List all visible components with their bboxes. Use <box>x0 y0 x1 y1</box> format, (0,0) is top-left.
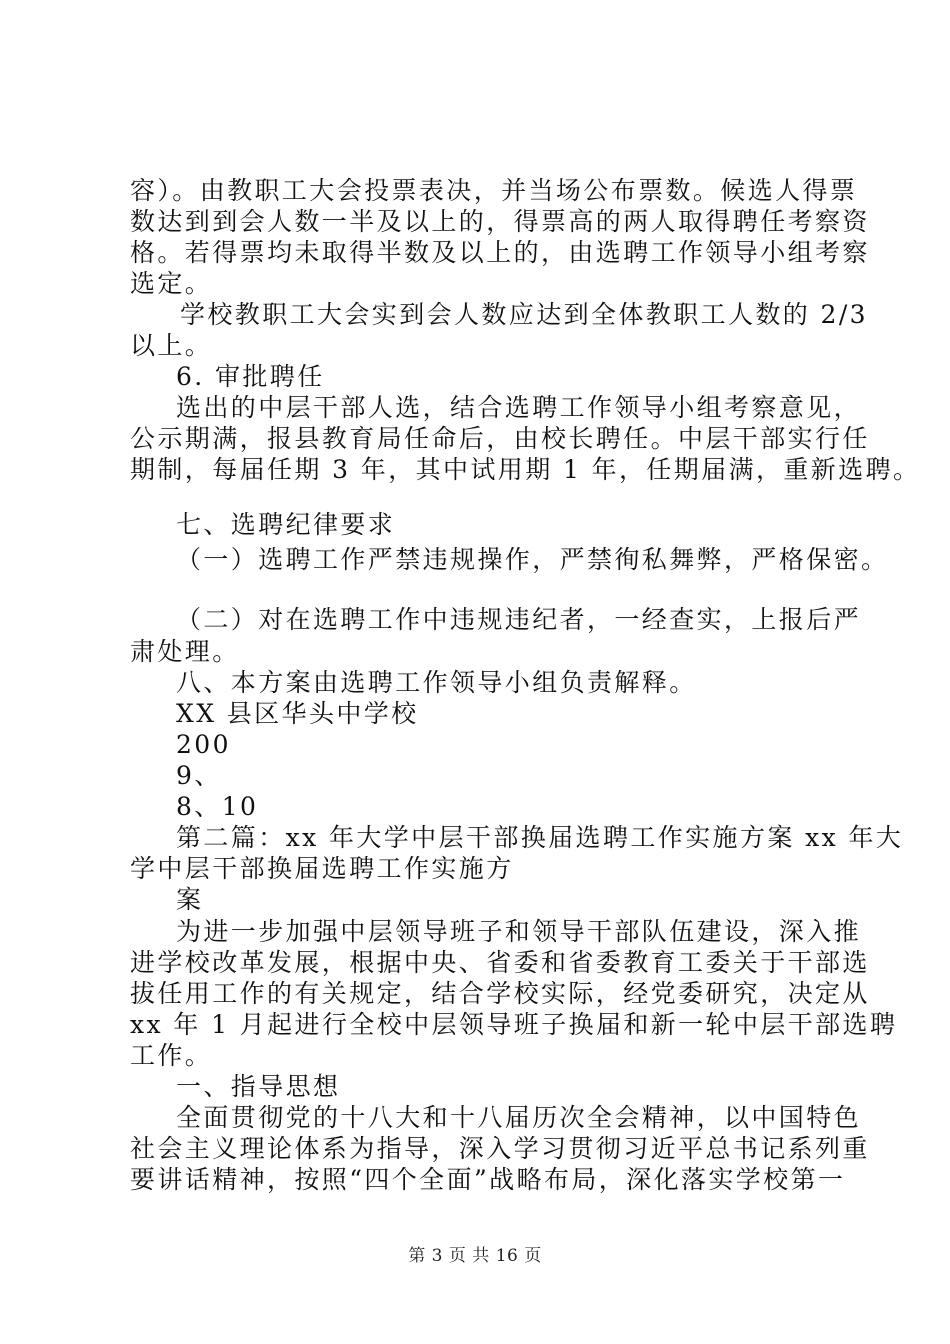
text-line: （二）对在选聘工作中违规违纪者，一经查实，上报后严 <box>176 605 862 634</box>
text-line: 肃处理。 <box>130 637 240 666</box>
section-heading: 八、本方案由选聘工作领导小组负责解释。 <box>176 668 697 697</box>
section-heading: 6. 审批聘任 <box>176 362 325 391</box>
text-line: xx 年 1 月起进行全校中层领导班子换届和新一轮中层干部选聘 <box>130 1010 898 1039</box>
chapter-title: 第二篇：xx 年大学中层干部换届选聘工作实施方案 xx 年大 <box>176 823 904 852</box>
text-line: 容）。由教职工大会投票表决，并当场公布票数。候选人得票 <box>130 176 858 205</box>
text-line: 格。若得票均未取得半数及以上的，由选聘工作领导小组考察 <box>130 238 870 267</box>
text-line: 社会主义理论体系为指导，深入学习贯彻习近平总书记系列重 <box>130 1134 870 1163</box>
text-line: XX 县区华头中学校 <box>176 699 419 728</box>
text-line: 8、10 <box>176 792 259 821</box>
section-heading: 一、指导思想 <box>176 1072 341 1101</box>
text-line: 期制，每届任期 3 年，其中试用期 1 年，任期届满，重新选聘。 <box>130 455 921 484</box>
text-line: 要讲话精神，按照“四个全面”战略布局，深化落实学校第一 <box>130 1165 846 1194</box>
text-line: 为进一步加强中层领导班子和领导干部队伍建设，深入推 <box>176 917 862 946</box>
text-line: （一）选聘工作严禁违规操作，严禁徇私舞弊，严格保密。 <box>176 545 889 574</box>
section-heading: 七、选聘纪律要求 <box>176 510 396 539</box>
text-line: 全面贯彻党的十八大和十八届历次全会精神，以中国特色 <box>176 1103 862 1132</box>
text-line: 学校教职工大会实到会人数应达到全体教职工人数的 2/3 <box>180 300 868 329</box>
text-line: 拔任用工作的有关规定，结合学校实际，经党委研究，决定从 <box>130 979 870 1008</box>
text-line: 数达到到会人数一半及以上的，得票高的两人取得聘任考察资 <box>130 207 870 236</box>
page-number-footer: 第 3 页 共 16 页 <box>408 1246 542 1266</box>
text-line: 9、 <box>176 761 222 790</box>
chapter-title: 学中层干部换届选聘工作实施方 <box>130 854 514 883</box>
text-line: 进学校改革发展，根据中央、省委和省委教育工委关于干部选 <box>130 948 870 977</box>
text-line: 公示期满，报县教育局任命后，由校长聘任。中层干部实行任 <box>130 424 870 453</box>
text-line: 工作。 <box>130 1041 213 1070</box>
text-line: 以上。 <box>130 331 213 360</box>
text-line: 选定。 <box>130 269 213 298</box>
text-line: 200 <box>176 730 231 759</box>
text-line: 选出的中层干部人选，结合选聘工作领导小组考察意见， <box>176 393 862 422</box>
chapter-title: 案 <box>176 885 204 914</box>
